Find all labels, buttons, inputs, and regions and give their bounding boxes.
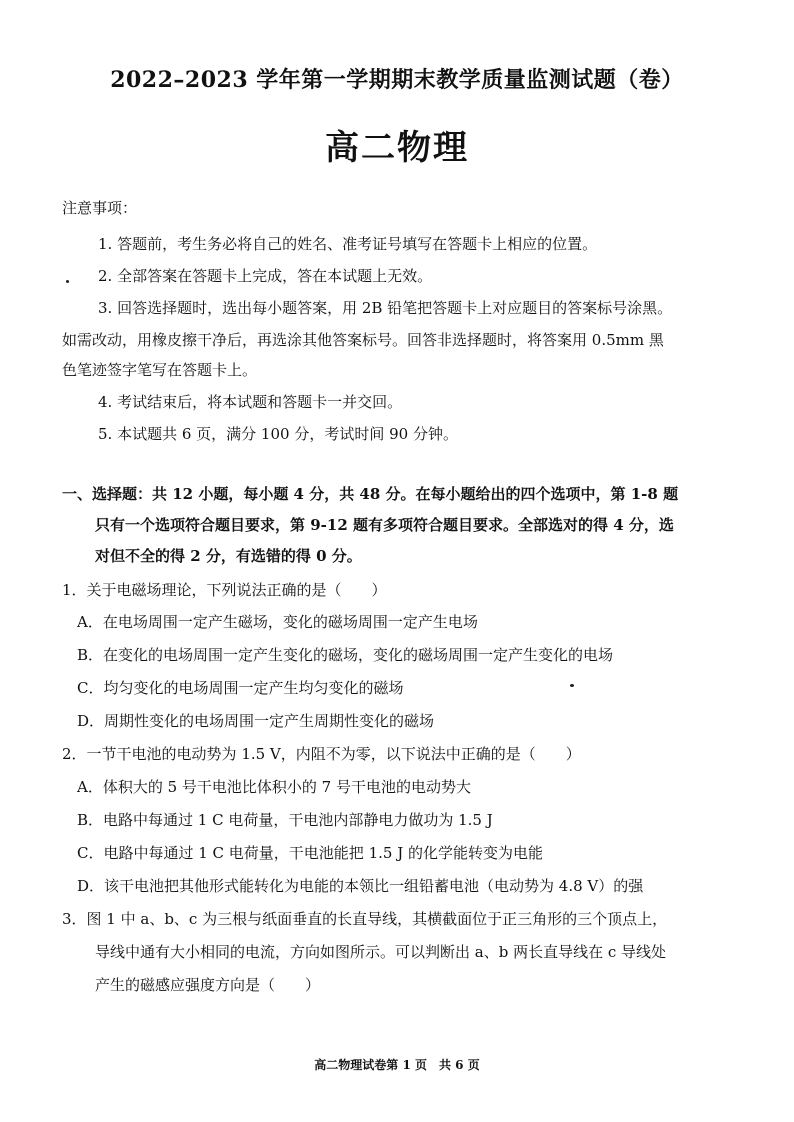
scan-speck: [66, 280, 69, 283]
notice-heading: 注意事项：: [62, 199, 138, 217]
question-3-line-3: 产生的磁感应强度方向是（ ）: [95, 976, 321, 994]
notice-item-4: 4. 考试结束后，将本试题和答题卡一并交回。: [98, 393, 403, 411]
notice-item-2: 2. 全部答案在答题卡上完成，答在本试题上无效。: [98, 267, 433, 285]
question-3-line-1: 3．图 1 中 a、b、c 为三根与纸面垂直的长直导线，其横截面位于正三角形的三个顶点上，: [62, 910, 668, 928]
section-1-instructions-line-2: 只有一个选项符合题目要求，第 9-12 题有多项符合题目要求。全部选对的得 4 分，选: [95, 516, 674, 534]
notice-item-3-line-3: 色笔迹签字笔写在答题卡上。: [62, 361, 258, 379]
question-1-option-d: D．周期性变化的电场周围一定产生周期性变化的磁场: [77, 712, 435, 730]
section-1-instructions-line-1: 一、选择题：共 12 小题，每小题 4 分，共 48 分。在每小题给出的四个选项中，第 1-8 题: [62, 485, 679, 503]
question-1-option-b: B．在变化的电场周围一定产生变化的磁场，变化的磁场周围一定产生变化的电场: [77, 646, 614, 664]
question-2-option-a: A．体积大的 5 号干电池比体积小的 7 号干电池的电动势大: [77, 778, 471, 796]
scan-speck: [570, 684, 574, 687]
section-1-instructions-line-3: 对但不全的得 2 分，有选错的得 0 分。: [95, 547, 362, 565]
question-3-line-2: 导线中通有大小相同的电流，方向如图所示。可以判断出 a、b 两长直导线在 c 导线处: [95, 943, 667, 961]
notice-item-5: 5. 本试题共 6 页，满分 100 分，考试时间 90 分钟。: [98, 425, 458, 443]
question-2-stem: 2．一节干电池的电动势为 1.5 V，内阻不为零，以下说法中正确的是（ ）: [62, 745, 581, 763]
question-1-stem: 1．关于电磁场理论，下列说法正确的是（ ）: [62, 581, 387, 599]
notice-item-3-line-1: 3. 回答选择题时，选出每小题答案，用 2B 铅笔把答题卡上对应题目的答案标号涂黑。: [98, 299, 673, 317]
question-2-option-c: C．电路中每通过 1 C 电荷量，干电池能把 1.5 J 的化学能转变为电能: [77, 844, 543, 862]
question-1-option-c: C．均匀变化的电场周围一定产生均匀变化的磁场: [77, 679, 404, 697]
subject-title: 高二物理: [325, 128, 469, 168]
exam-title: 2022–2023 学年第一学期期末教学质量监测试题（卷）: [110, 67, 684, 93]
page-footer: 高二物理试卷第 1 页 共 6 页: [314, 1058, 480, 1072]
notice-item-1: 1. 答题前，考生务必将自己的姓名、准考证号填写在答题卡上相应的位置。: [98, 235, 598, 253]
question-2-option-d: D．该干电池把其他形式能转化为电能的本领比一组铅蓄电池（电动势为 4.8 V）的强: [77, 877, 644, 895]
question-2-option-b: B．电路中每通过 1 C 电荷量，干电池内部静电力做功为 1.5 J: [77, 811, 493, 829]
notice-item-3-line-2: 如需改动，用橡皮擦干净后，再选涂其他答案标号。回答非选择题时，将答案用 0.5mm 黑: [62, 331, 664, 349]
question-1-option-a: A．在电场周围一定产生磁场，变化的磁场周围一定产生电场: [77, 613, 478, 631]
